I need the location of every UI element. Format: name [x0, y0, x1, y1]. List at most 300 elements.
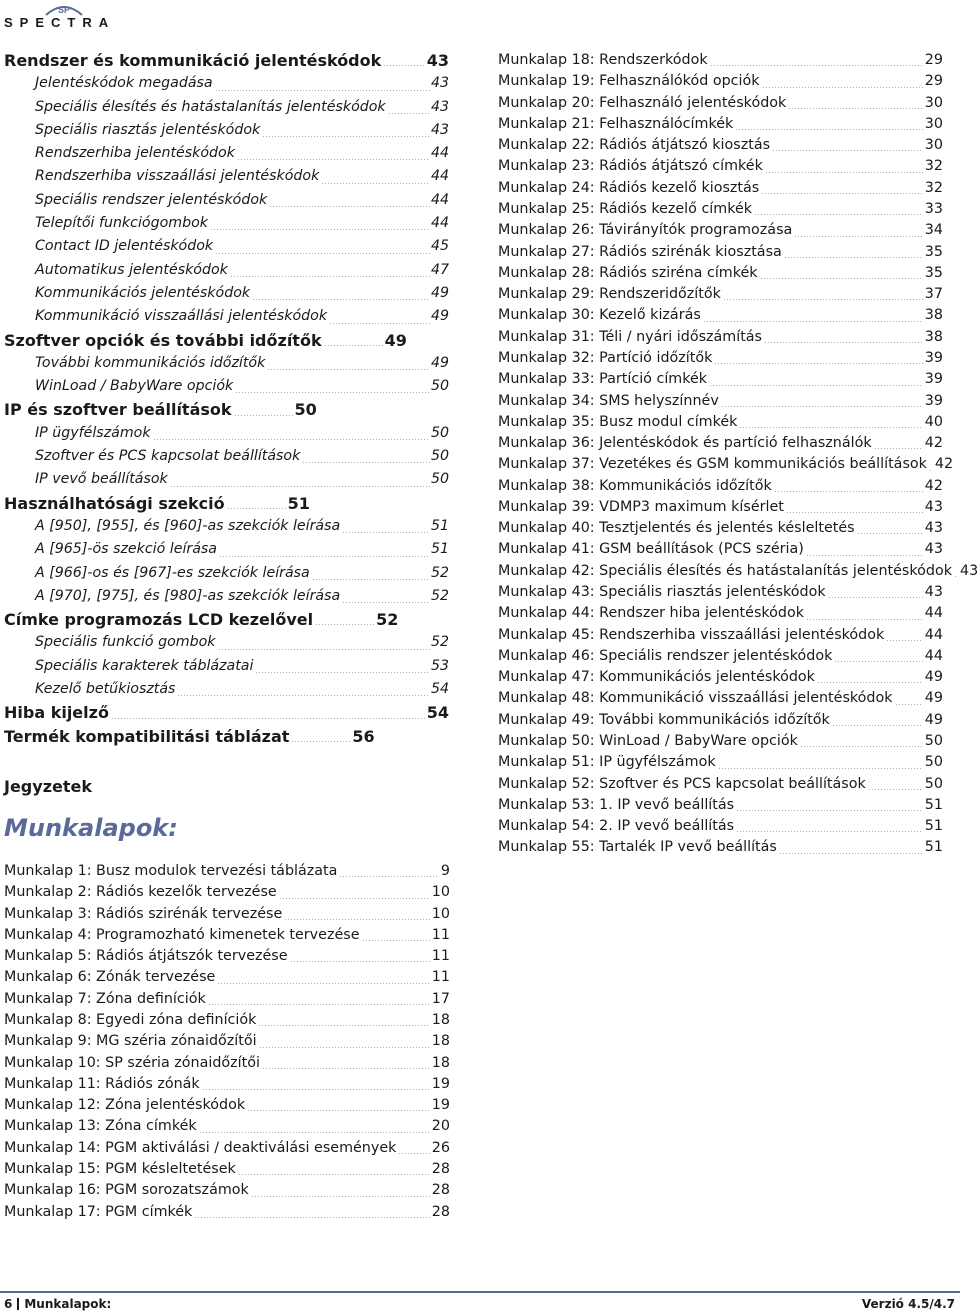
dot-leader: [710, 65, 923, 66]
dot-leader: [251, 1196, 430, 1197]
worksheet-link[interactable]: [498, 625, 943, 646]
toc-entry-page: 44: [430, 168, 449, 185]
dot-leader: [736, 831, 923, 832]
toc-section[interactable]: [4, 725, 449, 748]
worksheet-link-title: Munkalap 3: Rádiós szirénák tervezése: [4, 905, 283, 922]
worksheet-link-title: Munkalap 8: Egyedi zóna definíciók: [4, 1011, 257, 1028]
worksheet-link[interactable]: [4, 1031, 450, 1052]
worksheet-link-title: Munkalap 42: Speciális élesítés és hatástalanítás jelentéskódok: [498, 562, 952, 579]
toc-entry[interactable]: [4, 282, 449, 305]
dot-leader: [794, 236, 923, 237]
dot-leader: [238, 1174, 430, 1175]
toc-entry-page: 54: [430, 681, 449, 698]
toc-section[interactable]: [4, 398, 449, 421]
worksheet-link[interactable]: [498, 774, 943, 795]
worksheet-link-page: 29: [924, 52, 943, 68]
worksheet-link-title: Munkalap 52: Szoftver és PCS kapcsolat beállítások: [498, 775, 866, 792]
toc-entry[interactable]: [4, 375, 449, 398]
worksheet-link-page: 32: [924, 158, 943, 175]
dot-leader: [315, 624, 375, 625]
toc-entry[interactable]: [4, 352, 449, 375]
dot-leader: [194, 1217, 429, 1218]
worksheet-link-page: 17: [431, 990, 450, 1007]
worksheet-link-title: Munkalap 25: Rádiós kezelő címkék: [498, 200, 753, 217]
worksheet-link-page: 50: [924, 733, 943, 749]
toc-entry-title: Jelentéskódok megadása: [35, 75, 213, 92]
dot-leader: [202, 1089, 430, 1090]
toc-entry-title: Kommunikációs jelentéskódok: [35, 284, 251, 301]
toc-entry-page: 49: [430, 284, 449, 301]
worksheet-link-page: 51: [924, 818, 943, 835]
worksheet-link-title: Munkalap 23: Rádiós átjátszó címkék: [498, 158, 763, 175]
worksheet-link[interactable]: [4, 946, 450, 967]
worksheet-link-page: 30: [924, 94, 943, 111]
worksheet-link[interactable]: [4, 904, 450, 925]
worksheet-link-page: 40: [924, 413, 943, 430]
worksheet-link-page: 35: [924, 243, 943, 260]
toc-entry-page: 44: [430, 191, 449, 208]
dot-leader: [199, 1132, 430, 1133]
toc-entry-title: Rendszerhiba jelentéskódok: [35, 145, 235, 162]
worksheet-link-title: Munkalap 5: Rádiós átjátszók tervezése: [4, 948, 288, 965]
toc-entry-page: 43: [430, 121, 449, 138]
worksheet-link[interactable]: [498, 497, 943, 518]
worksheet-link-title: Munkalap 20: Felhasználó jelentéskódok: [498, 94, 787, 111]
worksheet-link-title: Munkalap 48: Kommunikáció visszaállási jelentéskódok: [498, 690, 893, 707]
toc-entry-title: A [950], [955], és [960]-as szekciók leírása: [35, 517, 341, 534]
toc-entry-page: 53: [430, 657, 449, 674]
toc-entry-title: Speciális rendszer jelentéskódok: [35, 191, 268, 208]
worksheet-link-title: Munkalap 55: Tartalék IP vevő beállítás: [498, 839, 777, 856]
worksheet-link-page: 18: [431, 1011, 450, 1028]
dot-leader: [255, 672, 430, 673]
worksheet-link[interactable]: [498, 93, 943, 114]
worksheet-link-page: 43: [924, 584, 943, 601]
worksheet-link[interactable]: [498, 178, 943, 199]
worksheet-link-page: 32: [924, 179, 943, 196]
worksheet-link[interactable]: [4, 1010, 450, 1031]
worksheet-link-title: Munkalap 14: PGM aktiválási / deaktiválási események: [4, 1139, 397, 1156]
dot-leader: [210, 229, 430, 230]
toc-entry-page: 52: [430, 634, 449, 651]
dot-leader: [262, 136, 430, 137]
worksheet-link-page: 43: [924, 498, 943, 515]
dot-leader: [324, 345, 384, 346]
worksheet-link-page: 10: [431, 884, 450, 901]
dot-leader: [362, 940, 430, 941]
worksheets-heading: Munkalapok:: [4, 814, 178, 842]
spectra-logo: [4, 2, 122, 30]
worksheet-link-title: Munkalap 15: PGM késleltetések: [4, 1160, 236, 1177]
worksheet-link-title: Munkalap 37: Vezetékes és GSM kommunikációs beállítások: [498, 456, 927, 473]
worksheet-link-title: Munkalap 27: Rádiós szirénák kiosztása: [498, 243, 782, 260]
toc-entry-page: 49: [430, 308, 449, 325]
table-of-contents: [4, 49, 449, 748]
toc-entry-title: További kommunikációs időzítők: [35, 354, 266, 371]
worksheet-link[interactable]: [4, 1202, 450, 1223]
toc-entry-page: 51: [430, 517, 449, 534]
toc-entry[interactable]: [4, 165, 449, 188]
worksheet-link-page: 33: [924, 200, 943, 217]
toc-entry-title: WinLoad / BabyWare opciók: [35, 378, 234, 395]
worksheet-link-page: 42: [934, 456, 954, 473]
dot-leader: [291, 741, 351, 742]
dot-leader: [709, 385, 923, 386]
worksheet-link[interactable]: [498, 114, 943, 135]
dot-leader: [954, 576, 958, 577]
worksheet-link-title: Munkalap 21: Felhasználócímkék: [498, 115, 734, 132]
worksheet-link[interactable]: [498, 476, 943, 497]
worksheet-link-page: 42: [924, 435, 943, 452]
worksheet-link-title: Munkalap 40: Tesztjelentés és jelentés késleltetés: [498, 520, 855, 537]
toc-entry-page: 51: [430, 541, 449, 558]
worksheet-link[interactable]: [4, 861, 450, 882]
worksheet-link-title: Munkalap 7: Zóna definíciók: [4, 990, 206, 1007]
dot-leader: [217, 983, 429, 984]
footer-left: [4, 1297, 111, 1311]
toc-entry-page: 52: [430, 564, 449, 581]
dot-leader: [153, 439, 430, 440]
worksheet-link-title: Munkalap 22: Rádiós átjátszó kiosztás: [498, 137, 771, 154]
dot-leader: [262, 1068, 430, 1069]
toc-section-title: Használhatósági szekció: [4, 493, 225, 513]
dot-leader: [703, 321, 923, 322]
worksheet-link[interactable]: [498, 688, 943, 709]
toc-entry-title: Rendszerhiba visszaállási jelentéskódok: [35, 168, 320, 185]
worksheet-link-title: Munkalap 53: 1. IP vevő beállítás: [498, 796, 735, 813]
worksheet-link-page: 49: [924, 711, 943, 728]
worksheet-link[interactable]: [498, 582, 943, 603]
worksheet-link-page: 35: [924, 264, 943, 281]
worksheet-link-title: Munkalap 16: PGM sorozatszámok: [4, 1182, 249, 1199]
worksheet-link[interactable]: [4, 1053, 450, 1074]
toc-entry[interactable]: [4, 422, 449, 445]
toc-entry-title: A [965]-ös szekció leírása: [35, 541, 218, 558]
dot-leader: [895, 704, 923, 705]
worksheet-link[interactable]: [4, 882, 450, 903]
worksheet-link-title: Munkalap 41: GSM beállítások (PCS széria): [498, 541, 804, 558]
toc-entry[interactable]: [4, 212, 449, 235]
dot-leader: [329, 323, 430, 324]
worksheet-link[interactable]: [4, 1138, 450, 1159]
worksheet-link-title: Munkalap 43: Speciális riasztás jelentéskódok: [498, 584, 826, 601]
worksheet-link[interactable]: [498, 71, 943, 92]
toc-entry[interactable]: [4, 585, 449, 608]
worksheet-link-page: 34: [924, 222, 943, 239]
dot-leader: [786, 512, 923, 513]
dot-leader: [723, 299, 923, 300]
worksheet-link-page: 9: [440, 863, 450, 879]
worksheet-link[interactable]: [498, 710, 943, 731]
dot-leader: [218, 649, 430, 650]
dot-leader: [111, 718, 426, 719]
worksheet-link[interactable]: [498, 518, 943, 539]
toc-section-page: 54: [426, 703, 449, 723]
worksheet-link[interactable]: [498, 561, 978, 582]
worksheet-link[interactable]: [498, 816, 943, 837]
toc-entry[interactable]: [4, 655, 449, 678]
dot-leader: [832, 725, 923, 726]
worksheet-link[interactable]: [4, 989, 450, 1010]
toc-entry[interactable]: [4, 235, 449, 258]
toc-entry-page: 50: [430, 448, 449, 465]
dot-leader: [779, 853, 923, 854]
dot-leader: [177, 695, 429, 696]
dot-leader: [227, 508, 287, 509]
toc-entry[interactable]: [4, 119, 449, 142]
toc-section-page: 56: [352, 726, 375, 746]
worksheet-link-title: Munkalap 30: Kezelő kizárás: [498, 307, 701, 324]
dot-leader: [279, 898, 430, 899]
dot-leader: [259, 1047, 430, 1048]
worksheet-link[interactable]: [498, 135, 943, 156]
worksheet-link-page: 49: [924, 669, 943, 686]
worksheet-link[interactable]: [498, 391, 943, 412]
worksheet-link-title: Munkalap 28: Rádiós sziréna címkék: [498, 264, 758, 281]
footer-section: Munkalapok:: [24, 1297, 112, 1311]
toc-section[interactable]: [4, 608, 449, 631]
dot-leader: [754, 214, 923, 215]
worksheet-link-title: Munkalap 24: Rádiós kezelő kiosztás: [498, 179, 760, 196]
worksheet-link-title: Munkalap 35: Busz modul címkék: [498, 413, 738, 430]
worksheet-link-page: 39: [924, 392, 943, 409]
toc-entry-title: Automatikus jelentéskódok: [35, 261, 228, 278]
dot-leader: [760, 278, 923, 279]
dot-leader: [828, 597, 923, 598]
worksheet-link-title: Munkalap 1: Busz modulok tervezési táblázata: [4, 863, 338, 879]
worksheet-link[interactable]: [498, 199, 943, 220]
dot-leader: [258, 1025, 429, 1026]
dot-leader: [788, 108, 923, 109]
worksheet-link-title: Munkalap 19: Felhasználókód opciók: [498, 73, 760, 90]
worksheet-link-title: Munkalap 47: Kommunikációs jelentéskódok: [498, 669, 815, 686]
dot-leader: [806, 555, 923, 556]
worksheets-list-left: [4, 861, 450, 1223]
toc-section-title: Termék kompatibilitási táblázat: [4, 726, 290, 746]
toc-entry-title: Szoftver és PCS kapcsolat beállítások: [35, 448, 301, 465]
worksheet-link-page: 18: [431, 1033, 450, 1050]
worksheet-link[interactable]: [4, 1116, 450, 1137]
worksheet-link-title: Munkalap 17: PGM címkék: [4, 1203, 193, 1220]
toc-section-title: Hiba kijelző: [4, 703, 109, 723]
worksheet-link-page: 11: [431, 926, 450, 943]
logo-badge-text: SP: [57, 5, 71, 15]
dot-leader: [312, 579, 430, 580]
dot-leader: [247, 1110, 430, 1111]
worksheet-link-page: 10: [431, 905, 450, 922]
dot-leader: [857, 533, 923, 534]
worksheet-link-title: Munkalap 26: Távirányítók programozása: [498, 222, 793, 239]
notes-heading: Jegyzetek: [4, 777, 92, 796]
worksheet-link-title: Munkalap 11: Rádiós zónák: [4, 1075, 200, 1092]
toc-entry[interactable]: [4, 305, 449, 328]
dot-leader: [735, 129, 923, 130]
worksheet-link[interactable]: [498, 348, 943, 369]
toc-section[interactable]: [4, 701, 449, 724]
toc-section-page: 43: [426, 51, 449, 70]
worksheet-link-page: 28: [431, 1160, 450, 1177]
toc-entry-page: 43: [430, 75, 449, 92]
toc-section-title: IP és szoftver beállítások: [4, 400, 232, 420]
dot-leader: [215, 90, 430, 91]
worksheet-link-title: Munkalap 45: Rendszerhiba visszaállási jelentéskódok: [498, 626, 885, 643]
toc-entry[interactable]: [4, 72, 449, 95]
toc-entry-title: A [970], [975], és [980]-as szekciók leírása: [35, 587, 341, 604]
worksheet-link[interactable]: [498, 305, 943, 326]
toc-section[interactable]: [4, 49, 449, 72]
toc-entry[interactable]: [4, 259, 449, 282]
toc-section-title: Rendszer és kommunikáció jelentéskódok: [4, 51, 382, 70]
worksheet-link[interactable]: [498, 454, 954, 475]
worksheet-link[interactable]: [4, 1074, 450, 1095]
toc-entry-title: A [966]-os és [967]-es szekciók leírása: [35, 564, 310, 581]
worksheet-link[interactable]: [498, 433, 943, 454]
worksheet-link[interactable]: [4, 1180, 450, 1201]
toc-entry[interactable]: [4, 631, 449, 654]
worksheet-link-page: 44: [924, 626, 943, 643]
worksheet-link[interactable]: [498, 837, 943, 858]
worksheet-link[interactable]: [498, 156, 943, 177]
worksheet-link-page: 26: [431, 1139, 450, 1156]
toc-entry[interactable]: [4, 468, 449, 491]
footer-page-number: 6: [4, 1297, 13, 1311]
worksheet-link-title: Munkalap 51: IP ügyfélszámok: [498, 754, 716, 771]
worksheet-link[interactable]: [498, 263, 943, 284]
dot-leader: [321, 183, 430, 184]
worksheet-link-title: Munkalap 50: WinLoad / BabyWare opciók: [498, 733, 798, 749]
footer-separator: [17, 1298, 19, 1310]
worksheet-link[interactable]: [498, 731, 943, 752]
worksheet-link-page: 38: [924, 307, 943, 324]
worksheet-link[interactable]: [498, 220, 943, 241]
worksheet-link-page: 19: [431, 1075, 450, 1092]
worksheet-link-page: 30: [924, 137, 943, 154]
toc-section-title: Szoftver opciók és további időzítők: [4, 330, 322, 350]
worksheet-link[interactable]: [498, 242, 943, 263]
dot-leader: [718, 768, 923, 769]
toc-entry-title: IP vevő beállítások: [35, 471, 168, 488]
worksheet-link[interactable]: [498, 667, 943, 688]
dot-leader: [269, 206, 430, 207]
worksheet-link-page: 11: [431, 948, 450, 965]
toc-entry[interactable]: [4, 538, 449, 561]
toc-entry-title: Kezelő betűkiosztás: [35, 681, 176, 698]
worksheet-link-page: 37: [924, 286, 943, 303]
worksheet-link[interactable]: [498, 539, 943, 560]
dot-leader: [219, 556, 430, 557]
worksheet-link-page: 30: [924, 115, 943, 132]
dot-leader: [806, 619, 923, 620]
dot-leader: [772, 150, 923, 151]
worksheet-link-title: Munkalap 34: SMS helyszínnév: [498, 392, 719, 409]
worksheet-link-title: Munkalap 10: SP széria zónaidőzítői: [4, 1054, 260, 1071]
worksheet-link-title: Munkalap 49: További kommunikációs időzítők: [498, 711, 830, 728]
toc-entry-title: IP ügyfélszámok: [35, 424, 151, 441]
dot-leader: [834, 661, 922, 662]
dot-leader: [290, 961, 430, 962]
worksheet-link-page: 42: [924, 477, 943, 494]
dot-leader: [342, 532, 430, 533]
worksheet-link[interactable]: [4, 925, 450, 946]
toc-entry[interactable]: [4, 445, 449, 468]
worksheet-link-page: 11: [431, 969, 450, 986]
toc-entry[interactable]: [4, 142, 449, 165]
worksheet-link[interactable]: [498, 603, 943, 624]
logo-wordmark: SPECTRA: [4, 15, 116, 30]
dot-leader: [800, 746, 923, 747]
worksheet-link[interactable]: [498, 284, 943, 305]
footer-divider: [0, 1291, 960, 1293]
worksheet-link-title: Munkalap 2: Rádiós kezelők tervezése: [4, 884, 277, 901]
toc-entry-page: 44: [430, 215, 449, 232]
worksheet-link-title: Munkalap 9: MG széria zónaidőzítői: [4, 1033, 257, 1050]
worksheet-link[interactable]: [498, 327, 943, 348]
toc-entry-title: Kommunikáció visszaállási jelentéskódok: [35, 308, 328, 325]
dot-leader: [398, 1153, 429, 1154]
worksheet-link-title: Munkalap 6: Zónák tervezése: [4, 969, 216, 986]
toc-entry-title: Speciális riasztás jelentéskódok: [35, 121, 261, 138]
toc-entry[interactable]: [4, 562, 449, 585]
worksheet-link-title: Munkalap 38: Kommunikációs időzítők: [498, 477, 772, 494]
worksheet-link[interactable]: [498, 369, 943, 390]
toc-section[interactable]: [4, 492, 449, 515]
dot-leader: [237, 159, 430, 160]
worksheet-link[interactable]: [498, 646, 943, 667]
worksheet-link-title: Munkalap 32: Partíció időzítők: [498, 349, 713, 366]
worksheet-link-title: Munkalap 39: VDMP3 maximum kísérlet: [498, 498, 784, 515]
toc-section[interactable]: [4, 329, 449, 352]
worksheet-link-title: Munkalap 36: Jelentéskódok és partíció felhasználók: [498, 435, 872, 452]
toc-entry[interactable]: [4, 515, 449, 538]
toc-entry-page: 44: [430, 145, 449, 162]
worksheet-link-page: 28: [431, 1203, 450, 1220]
toc-entry-page: 50: [430, 378, 449, 395]
dot-leader: [765, 172, 923, 173]
worksheet-link-page: 51: [924, 839, 943, 856]
worksheet-link[interactable]: [4, 1095, 450, 1116]
worksheet-link-page: 20: [431, 1118, 450, 1135]
toc-entry-title: Telepítői funkciógombok: [35, 215, 208, 232]
worksheet-link-page: 44: [924, 647, 943, 664]
worksheet-link-title: Munkalap 29: Rendszeridőzítők: [498, 286, 721, 303]
toc-section-page: 50: [294, 400, 317, 420]
toc-entry-page: 45: [430, 238, 449, 255]
worksheet-link-page: 51: [924, 796, 943, 813]
worksheet-link-title: Munkalap 46: Speciális rendszer jelentéskódok: [498, 647, 833, 664]
dot-leader: [170, 486, 430, 487]
dot-leader: [874, 448, 923, 449]
worksheet-link[interactable]: [498, 795, 943, 816]
dot-leader: [762, 87, 923, 88]
toc-entry[interactable]: [4, 678, 449, 701]
worksheet-link[interactable]: [498, 752, 943, 773]
dot-leader: [714, 363, 922, 364]
toc-entry[interactable]: [4, 96, 449, 119]
worksheet-link[interactable]: [498, 412, 943, 433]
dot-leader: [230, 276, 430, 277]
worksheet-link-page: 50: [924, 754, 943, 771]
worksheet-link-title: Munkalap 31: Téli / nyári időszámítás: [498, 328, 763, 345]
toc-entry-page: 43: [430, 98, 449, 115]
toc-entry-page: 49: [430, 354, 449, 371]
worksheet-link-page: 44: [924, 605, 943, 622]
worksheet-link[interactable]: [498, 50, 943, 71]
worksheet-link[interactable]: [4, 1159, 450, 1180]
dot-leader: [736, 810, 923, 811]
toc-entry[interactable]: [4, 189, 449, 212]
worksheet-link[interactable]: [4, 967, 450, 988]
dot-leader: [284, 919, 430, 920]
